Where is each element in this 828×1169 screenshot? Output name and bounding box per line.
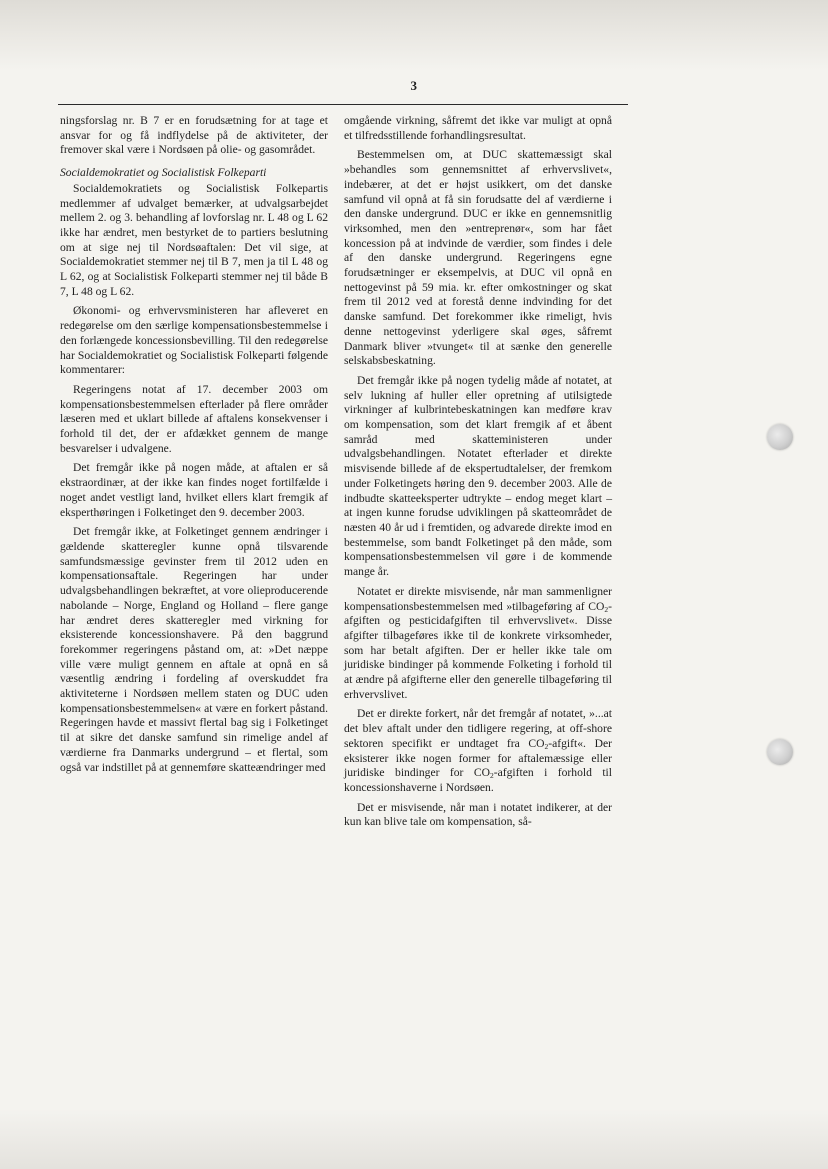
header-rule <box>58 104 628 105</box>
paragraph: Det fremgår ikke på nogen måde, at aftalen er så ekstraordinær, at der ikke kan findes noget fortilfælde i noget andet vestligt land, hvilket ellers klart fremgik af eksperthøringen i Folketinget den 9. december 2003. <box>60 461 328 519</box>
paragraph: Økonomi- og erhvervsministeren har afleveret en redegørelse om den særlige kompensationsbestemmelse i den forlængede koncessionsbevilling. Til den redegørelse har Socialdemokratiet og Socialistisk Folkeparti følgende kommentarer: <box>60 304 328 377</box>
paragraph: Det fremgår ikke, at Folketinget gennem ændringer i gældende skatteregler kunne opnå tilsvarende samfundsmæssige gevinster frem til 2012 uden en kompensationsaftale. Regeringen har under udvalgsbehandlingen bekræftet, at vore olieproducerende nabolande – Norge, England og Holland – flere gange har ændret deres skatteregler med virkning for eksisterende koncessionshavere. På den baggrund forekommer regeringens påstand om, at: »Det næppe ville være muligt gennem en aftale at opnå en så væsentlig ændring i fordeling af overskuddet fra aktiviteterne i Nordsøen mellem staten og DUC uden kompensationsbestemmelsen« at være en forkert påstand. Regeringen havde et massivt flertal bag sig i Folketinget til at sikre det danske samfund sin rimelige andel af værdierne fra Danmarks undergrund – et flertal, som også var indstillet på at gennemføre skatteændringer med <box>60 525 328 774</box>
text-run: Det er direkte forkert, når det fremgår af notatet, »...at det blev aftalt under den tidligere regering, at off-shore sektoren specifikt er undtaget fra CO <box>344 707 612 750</box>
paragraph: Det er misvisende, når man i notatet indikerer, at der kun kan blive tale om kompensation, så- <box>344 800 612 829</box>
subscript: 2 <box>489 771 494 781</box>
paragraph: Bestemmelsen om, at DUC skattemæssigt skal »behandles som gennemsnittet af erhvervslivet«, indebærer, at det er højst usikkert, om det danske samfund vil opnå at få sin forudsatte del af værdierne i den danske undergrund. DUC er ikke en gennemsnitlig virksomhed, men den »entreprenør«, som har fået koncession på at indvinde de værdier, som findes i dele af den danske undergrund. Regeringens egne forudsætninger er eksempelvis, at DUC vil opnå en nettogevinst på 59 mia. kr. efter omkostninger og skat frem til 2012 ved at forestå denne indvinding for det danske samfund. Det forekommer ikke rimeligt, hvis denne nettogevinst yderligere skal øges, såfremt Danmark bliver »tvunget« til at sænke den generelle selskabsbeskatning. <box>344 148 612 368</box>
right-column <box>344 114 612 835</box>
paragraph: ningsforslag nr. B 7 er en forudsætning for at tage et ansvar for og få indflydelse på de aktiviteter, der fremover skal være i Nordsøen på olie- og gasområdet. <box>60 114 328 157</box>
paragraph: Socialdemokratiets og Socialistisk Folkepartis medlemmer af udvalget bemærker, at udvalgsarbejdet mellem 2. og 3. behandling af lovforslag nr. L 48 og L 62 ikke har ændret, men bestyrket de to partiers beslutning om at sige nej til Nordsøaftalen: Det vil sige, at Socialdemokratiet stemmer nej til B 7, men ja til L 48 og L 62, og at Socialistisk Folkeparti stemmer nej til både B 7, L 48 og L 62. <box>60 181 328 298</box>
section-heading: Socialdemokratiet og Socialistisk Folkeparti <box>60 166 267 180</box>
paragraph: omgående virkning, såfremt det ikke var muligt at opnå et tilfredsstillende forhandlingsresultat. <box>344 114 612 142</box>
paragraph: Det fremgår ikke på nogen tydelig måde af notatet, at selv lukning af huller eller opretning af utilsigtede virkninger af kulbrintebeskatningen kan medføre krav om kompensation, som det klart fremgik af et åbent samråd med skatteministeren under udvalgsbehandlingen. Notatet efterlader et direkte misvisende billede af de ekspertudtalelser, der fremkom under Folketingets høring den 9. december 2003. Alle de indbudte skatteeksperter udtrykte – endog meget klart – at ingen kunne forudse udviklingen på skatteområdet de næsten 40 år ud i fremtiden, og advarede direkte imod en bestemmelse, som bandt Folketinget på den måde, som kompensationsbestemmelsen vil gøre i de kommende mange år. <box>344 373 612 579</box>
text-run: Notatet er direkte misvisende, når man sammenligner kompensationsbestemmelsen med »tilbageføring af CO <box>344 584 612 613</box>
text-run: -afgiften i forhold til koncessionshaverne i Nordsøen. <box>344 766 613 794</box>
left-column <box>60 114 328 780</box>
scan-shadow-top <box>0 0 828 70</box>
punch-hole <box>767 739 793 765</box>
paragraph <box>344 707 612 795</box>
punch-hole <box>767 424 793 450</box>
page-number: 3 <box>410 78 418 93</box>
subscript: 2 <box>604 604 609 614</box>
text-run: -afgift«. Der eksisterer ikke nogen former for aftalemæssige eller juridiske bindinger for CO <box>344 736 612 780</box>
subscript: 2 <box>544 741 549 751</box>
paragraph <box>344 585 612 703</box>
scan-shadow-bottom <box>0 1109 828 1169</box>
text-run: -afgiften og pesticidafgiften til erhvervslivet«. Disse afgifter tilbageføres ikke til de konkrete virksomheder, som har betalt afgiften. Der er heller ikke tale om juridiske bindinger på kommende Folketing i forhold til at ændre på afgifterne eller den generelle tilbageføring til erhvervslivet. <box>344 599 612 701</box>
paragraph: Regeringens notat af 17. december 2003 om kompensationsbestemmelsen efterlader på flere områder læseren med et uklart billede af aftalens konsekvenser i forhold til det, der er afdækket gennem de mange besvarelser i udvalgene. <box>60 382 328 455</box>
